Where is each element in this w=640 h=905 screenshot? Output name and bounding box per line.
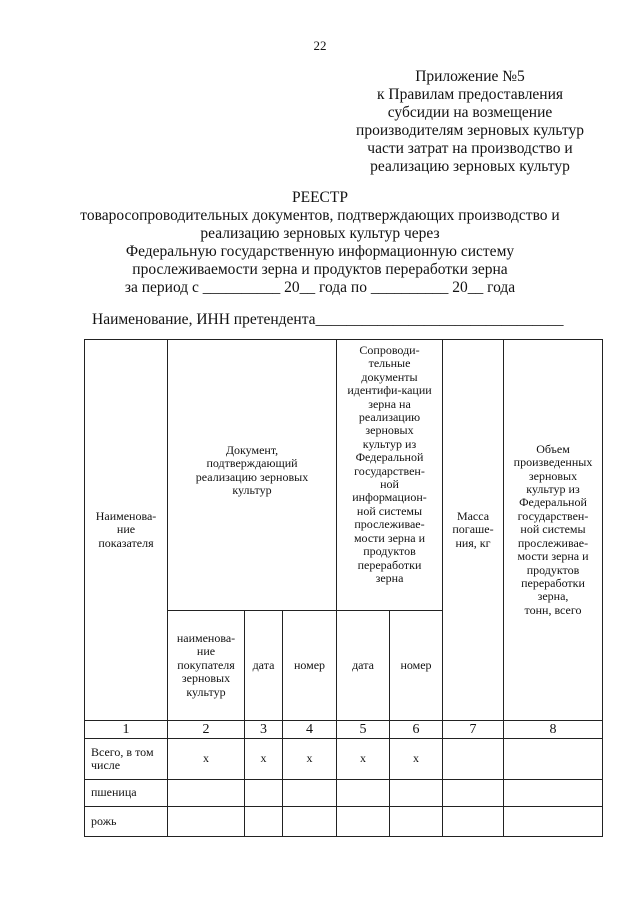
column-number: 4 <box>283 721 337 739</box>
header-number: номер <box>390 611 443 721</box>
table-cell <box>245 780 283 807</box>
appendix-line: субсидии на возмещение <box>387 104 553 121</box>
row-label: пшеница <box>85 780 168 807</box>
appendix-heading <box>340 68 600 176</box>
table-cell <box>443 780 504 807</box>
applicant-line: Наименование, ИНН претендента________________________________ <box>92 311 564 328</box>
table-cell <box>390 780 443 807</box>
column-number: 2 <box>168 721 245 739</box>
appendix-line: к Правилам предоставления <box>376 86 564 103</box>
registry-title <box>80 189 560 297</box>
table-cell <box>504 739 603 780</box>
table-cell: х <box>245 739 283 780</box>
registry-table <box>84 339 603 837</box>
column-number: 6 <box>390 721 443 739</box>
appendix-line: Приложение №5 <box>415 68 525 85</box>
column-number-row <box>85 721 603 739</box>
table-row <box>85 739 603 780</box>
header-confirm-document: Документ, подтверждающий реализацию зерновых культур <box>168 340 337 611</box>
table-row <box>85 780 603 807</box>
table-cell <box>390 807 443 837</box>
table-cell <box>337 807 390 837</box>
appendix-line: части затрат на производство и <box>367 140 573 157</box>
table-cell <box>283 807 337 837</box>
table-cell: х <box>283 739 337 780</box>
registry-line: Федеральную государственную информационную систему <box>125 243 515 260</box>
appendix-line: производителям зерновых культур <box>356 122 584 139</box>
table-cell: х <box>168 739 245 780</box>
registry-line: за период с __________ 20__ года по __________ 20__ года <box>124 279 516 296</box>
table-cell <box>245 807 283 837</box>
table-cell <box>504 780 603 807</box>
registry-line: реализацию зерновых культур через <box>200 225 440 242</box>
header-number: номер <box>283 611 337 721</box>
table-cell <box>443 739 504 780</box>
table-cell: х <box>337 739 390 780</box>
header-accompanying-documents: Сопроводи- тельные документы идентифи-кации зерна на реализацию зерновых культур из Федеральной государствен- ной информацион- ной системы прослеживае- мости зерна и продуктов переработки зерна <box>337 340 443 611</box>
column-number: 1 <box>85 721 168 739</box>
registry-line: РЕЕСТР <box>292 189 348 206</box>
column-number: 3 <box>245 721 283 739</box>
header-date: дата <box>245 611 283 721</box>
registry-line: товаросопроводительных документов, подтверждающих производство и <box>80 207 560 224</box>
column-number: 5 <box>337 721 390 739</box>
row-label: рожь <box>85 807 168 837</box>
header-mass: Масса погаше- ния, кг <box>443 340 504 721</box>
table-cell <box>283 780 337 807</box>
table-cell <box>168 807 245 837</box>
table-cell <box>168 780 245 807</box>
table-cell <box>337 780 390 807</box>
table-cell <box>504 807 603 837</box>
table-cell: х <box>390 739 443 780</box>
page-number: 22 <box>313 38 327 53</box>
header-date: дата <box>337 611 390 721</box>
header-volume: Объем произведенных зерновых культур из Федеральной государствен- ной системы прослеживае- мости зерна и продуктов переработки зерна, тонн, всего <box>504 340 603 721</box>
table-row <box>85 807 603 837</box>
header-buyer: наименова- ние покупателя зерновых культур <box>168 611 245 721</box>
row-label: Всего, в том числе <box>85 739 168 780</box>
column-number: 8 <box>504 721 603 739</box>
registry-line: прослеживаемости зерна и продуктов переработки зерна <box>132 261 508 278</box>
column-number: 7 <box>443 721 504 739</box>
table-cell <box>443 807 504 837</box>
header-indicator: Наименова- ние показателя <box>85 340 168 721</box>
appendix-line: реализацию зерновых культур <box>370 158 570 175</box>
